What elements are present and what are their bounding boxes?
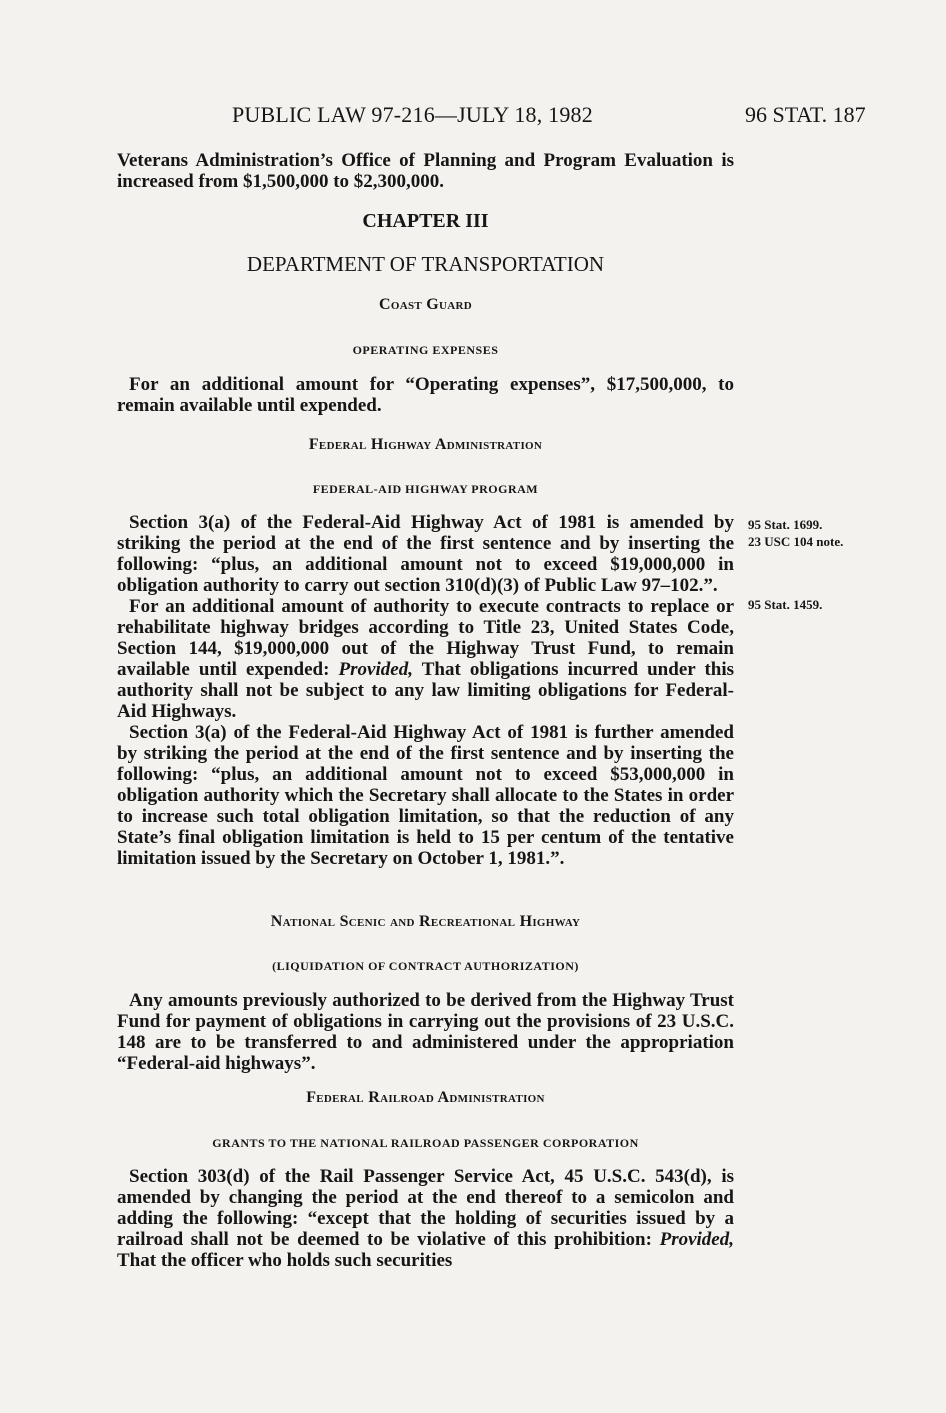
fhwa-para-2	[117, 596, 734, 722]
page-header-stat: 96 STAT. 187	[745, 102, 866, 127]
margin-note-1-line-2: 23 USC 104 note.	[748, 534, 844, 549]
fra-paragraph	[117, 1166, 734, 1271]
margin-note-1-line-1: 95 Stat. 1699.	[748, 517, 823, 532]
page-header-title: PUBLIC LAW 97-216—JULY 18, 1982	[232, 102, 593, 127]
coast-guard-paragraph	[117, 374, 734, 416]
margin-note-2: 95 Stat. 1459.	[748, 597, 823, 612]
scenic-subheading: (LIQUIDATION OF CONTRACT AUTHORIZATION)	[272, 959, 579, 973]
fhwa-para-1: Section 3(a) of the Federal-Aid Highway Act of 1981 is amended by striking the period at the end of the first sentence and by inserting the following: “plus, an additional amount not to exceed $19,000,000 in obligation authority to carry out section 310(d)(3) of Public Law 97–102.”.	[117, 512, 734, 596]
fhwa-para-2-italic: Provided,	[338, 659, 413, 680]
scenic-heading: National Scenic and Recreational Highway	[270, 913, 581, 930]
coast-guard-heading: Coast Guard	[378, 296, 473, 313]
fhwa-subheading: FEDERAL-AID HIGHWAY PROGRAM	[312, 482, 539, 496]
fra-text-b: That the officer who holds such securities	[117, 1250, 453, 1271]
fhwa-heading: Federal Highway Administration	[308, 436, 543, 453]
fra-text	[117, 1166, 734, 1271]
fra-heading: Federal Railroad Administration	[306, 1089, 545, 1106]
fra-text-italic: Provided,	[659, 1229, 734, 1250]
fhwa-para-2-b: That obligations incurred under this authority shall not be subject to any law limiting obligations for Federal-Aid Highways.	[117, 659, 735, 722]
intro-text: Veterans Administration’s Office of Planning and Program Evaluation is increased from $1,500,000 to $2,300,000.	[117, 150, 734, 192]
margin-note-1	[748, 516, 843, 550]
intro-paragraph	[117, 150, 734, 192]
fra-text-a: Section 303(d) of the Rail Passenger Service Act, 45 U.S.C. 543(d), is amended by changing the period at the end thereof to a semicolon and adding the following: “except that the holding of securities issued by a railroad shall not be deemed to be violative of this prohibition:	[117, 1166, 734, 1250]
department-heading: DEPARTMENT OF TRANSPORTATION	[246, 252, 605, 276]
operating-expenses-subheading: OPERATING EXPENSES	[352, 343, 499, 357]
coast-guard-text: For an additional amount for “Operating expenses”, $17,500,000, to remain available until expended.	[117, 374, 734, 416]
scenic-paragraph	[117, 990, 734, 1074]
fhwa-para-2-a: For an additional amount of authority to execute contracts to replace or rehabilitate highway bridges according to Title 23, United States Code, Section 144, $19,000,000 out of the Highway Trust Fund, to remain available until expended:	[117, 596, 734, 680]
fhwa-paragraphs	[117, 512, 734, 869]
scenic-text: Any amounts previously authorized to be derived from the Highway Trust Fund for payment of obligations in carrying out the provisions of 23 U.S.C. 148 are to be transferred to and administered under the appropriation “Federal-aid highways”.	[117, 990, 734, 1074]
chapter-heading: CHAPTER III	[362, 210, 489, 232]
fra-subheading: GRANTS TO THE NATIONAL RAILROAD PASSENGER CORPORATION	[212, 1136, 639, 1150]
fhwa-para-3: Section 3(a) of the Federal-Aid Highway Act of 1981 is further amended by striking the period at the end of the first sentence and by inserting the following: “plus, an additional amount not to exceed $53,000,000 in obligation authority which the Secretary shall allocate to the States in order to increase such total obligation limitation, so that the reduction of any State’s final obligation limitation is held to 15 per centum of the tentative limitation issued by the Secretary on October 1, 1981.”.	[117, 722, 734, 869]
